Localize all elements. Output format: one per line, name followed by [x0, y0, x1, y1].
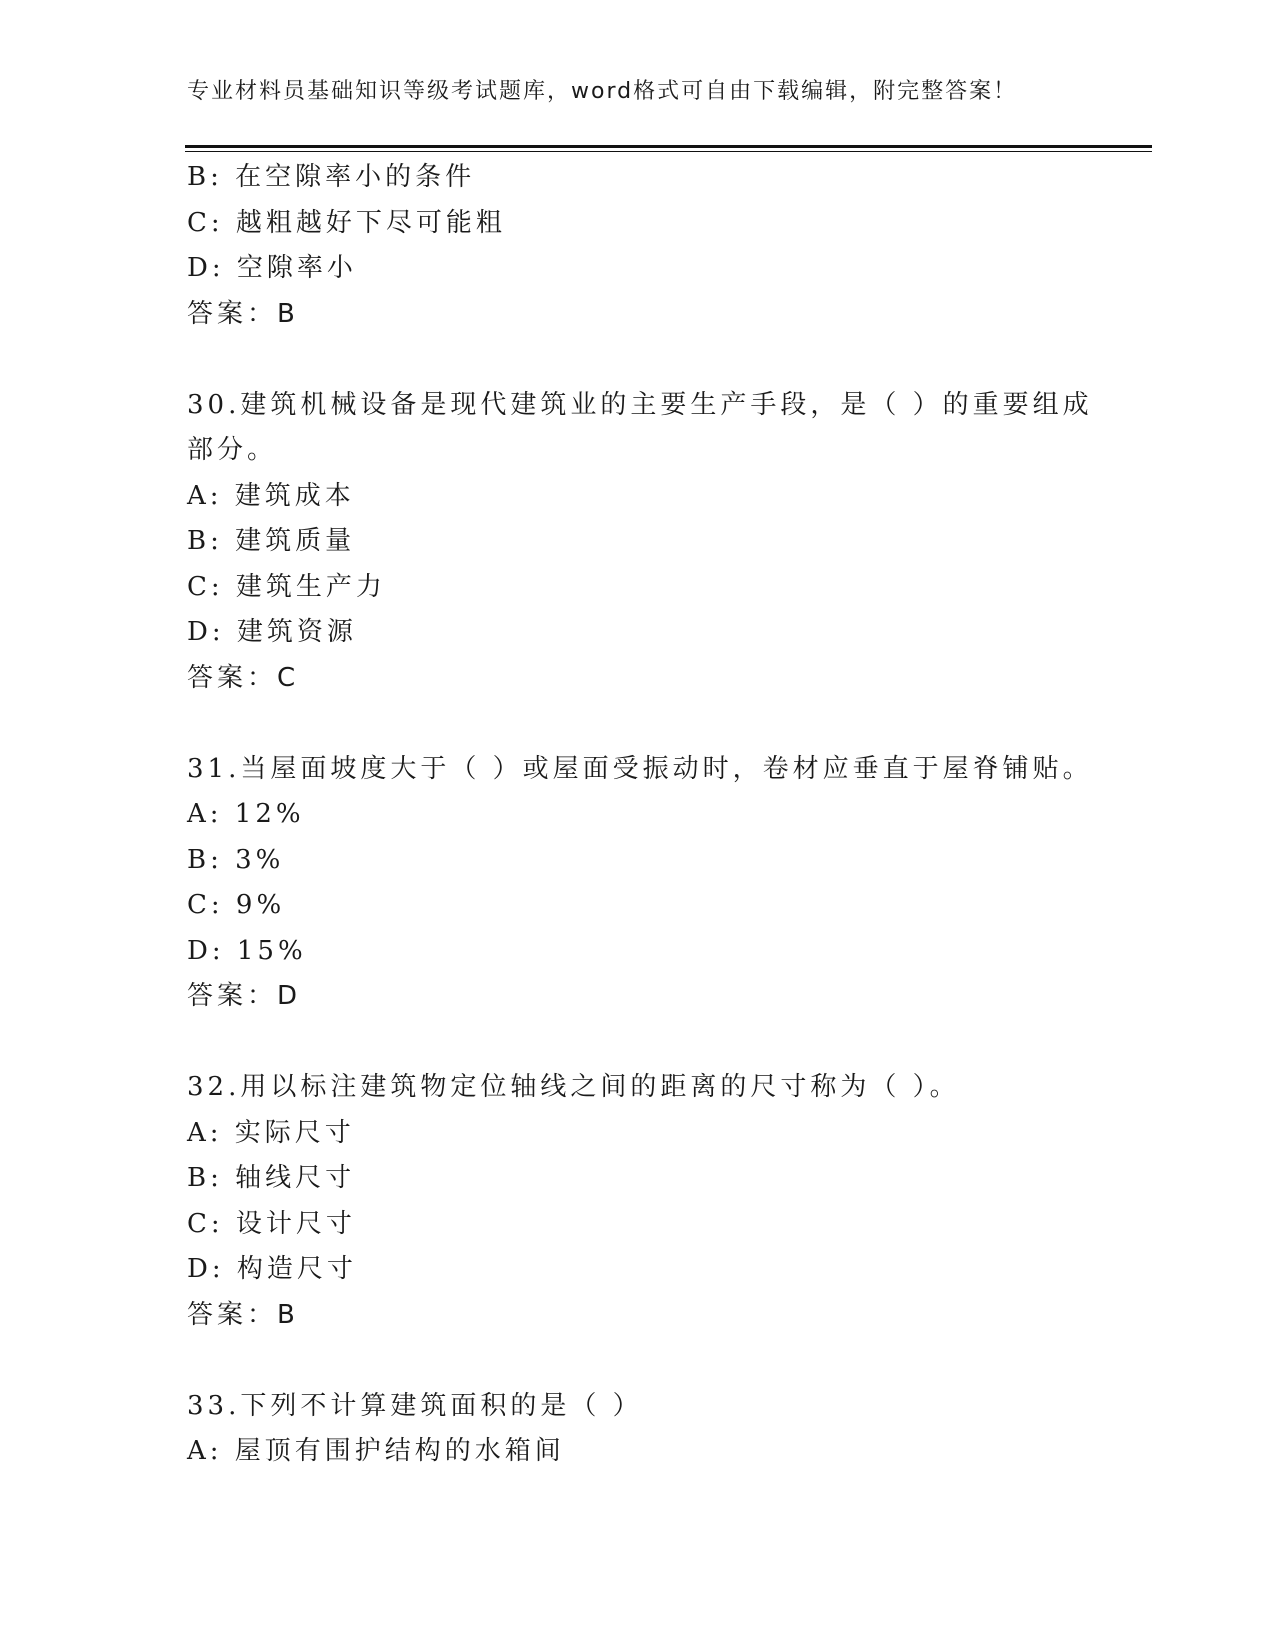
option-b: B: 3% [187, 844, 285, 875]
spacer [187, 1338, 1087, 1384]
option-a: A: 建筑成本 [187, 480, 355, 511]
question-31 [187, 747, 1093, 1020]
answer: 答案：C [187, 662, 300, 693]
option-d: D: 15% [187, 935, 307, 966]
header-divider-thick [185, 145, 1152, 148]
option-a: A: 实际尺寸 [187, 1117, 355, 1148]
option-d: D: 构造尺寸 [187, 1254, 357, 1284]
answer: 答案：B [187, 1299, 299, 1330]
option-b: B: 建筑质量 [187, 526, 356, 556]
option-c: C: 设计尺寸 [187, 1208, 356, 1239]
option-c: C: 9% [187, 890, 286, 920]
question-32 [187, 1065, 1087, 1338]
spacer [187, 701, 1087, 747]
question-stem: 31.当屋面坡度大于（ ）或屋面受振动时，卷材应垂直于屋脊铺贴。 [187, 753, 1093, 784]
spacer [187, 1020, 1087, 1066]
option-c: C: 越粗越好下尽可能粗 [187, 207, 506, 238]
question-stem: 33.下列不计算建筑面积的是（ ） [187, 1390, 643, 1421]
spacer [187, 337, 1087, 383]
question-stem: 32.用以标注建筑物定位轴线之间的距离的尺寸称为（ ）。 [187, 1072, 960, 1102]
header-divider-thin [185, 151, 1152, 152]
option-d: D: 建筑资源 [187, 617, 357, 647]
question-list [187, 155, 1093, 1475]
option-b: B: 轴线尺寸 [187, 1163, 356, 1193]
question-29-tail [187, 155, 1087, 337]
option-b: B: 在空隙率小的条件 [187, 162, 476, 192]
question-stem: 30.建筑机械设备是现代建筑业的主要生产手段，是（ ）的重要组成 [187, 389, 1093, 420]
option-a: A: 12% [187, 799, 305, 829]
answer: 答案：D [187, 981, 302, 1011]
question-stem-continued: 部分。 [187, 435, 278, 465]
answer: 答案：B [187, 298, 299, 329]
question-30 [187, 383, 1093, 702]
question-33 [187, 1384, 1087, 1475]
option-a: A: 屋顶有围护结构的水箱间 [187, 1436, 565, 1466]
page-header: 专业材料员基础知识等级考试题库，word格式可自由下载编辑，附完整答案！ [187, 79, 1018, 104]
option-d: D: 空隙率小 [187, 253, 357, 283]
option-c: C: 建筑生产力 [187, 571, 386, 602]
